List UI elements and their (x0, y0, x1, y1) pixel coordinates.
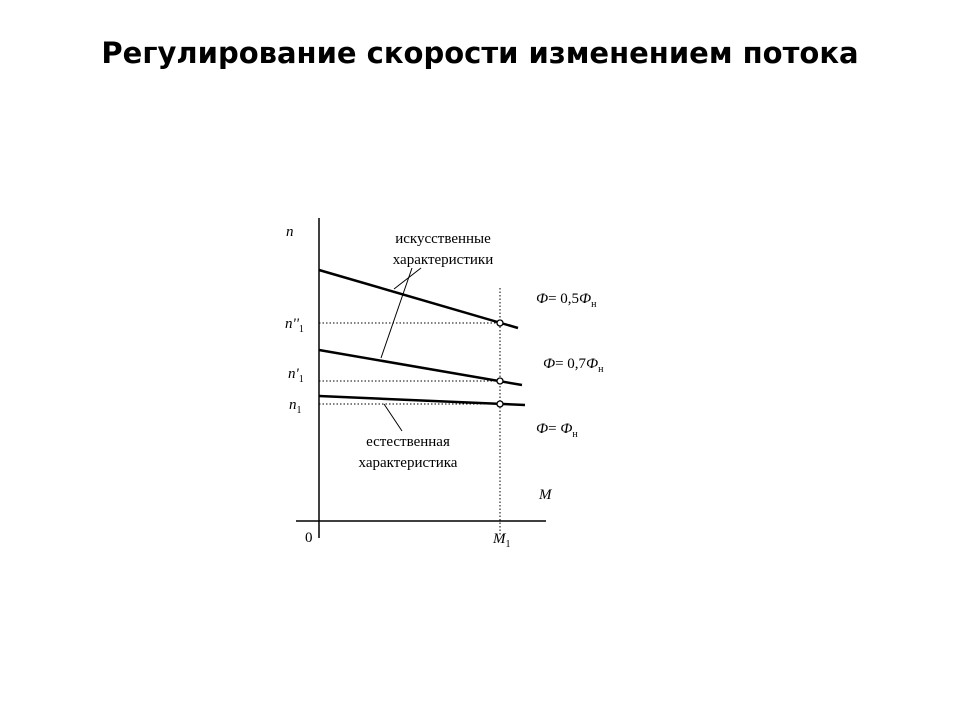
leader-natural (384, 404, 402, 431)
natural-label-line2: характеристика (358, 455, 458, 471)
tick-n1-double-prime: $n''_1$ (285, 316, 304, 335)
curve-label-phi-05: $Ф= 0,5Ф_н$ (536, 291, 597, 310)
slide-title: Регулирование скорости изменением потока (101, 36, 859, 70)
origin-label: 0 (305, 530, 313, 546)
curve-label-phi-nominal: $Ф= Ф_н$ (536, 421, 578, 440)
characteristic-phi-05 (319, 270, 518, 328)
operating-point-phi-07 (497, 378, 503, 384)
leader-artificial-2 (381, 268, 412, 358)
characteristic-phi-07 (319, 350, 522, 385)
tick-n1-prime: $n'_1$ (288, 366, 304, 385)
artificial-label-line1: искусственные (395, 231, 491, 247)
operating-point-phi-nominal (497, 401, 503, 407)
tick-n1: $n_1$ (289, 397, 302, 416)
leader-artificial-1 (394, 268, 421, 289)
natural-label-line1: естественная (366, 434, 450, 450)
x-axis-label: M (539, 487, 552, 503)
operating-point-phi-05 (497, 320, 503, 326)
curve-label-phi-07: $Ф= 0,7Ф_н$ (543, 356, 604, 375)
tick-m1: $M_1$ (493, 531, 511, 550)
artificial-label-line2: характеристики (392, 252, 494, 268)
y-axis-label: n (286, 224, 294, 240)
